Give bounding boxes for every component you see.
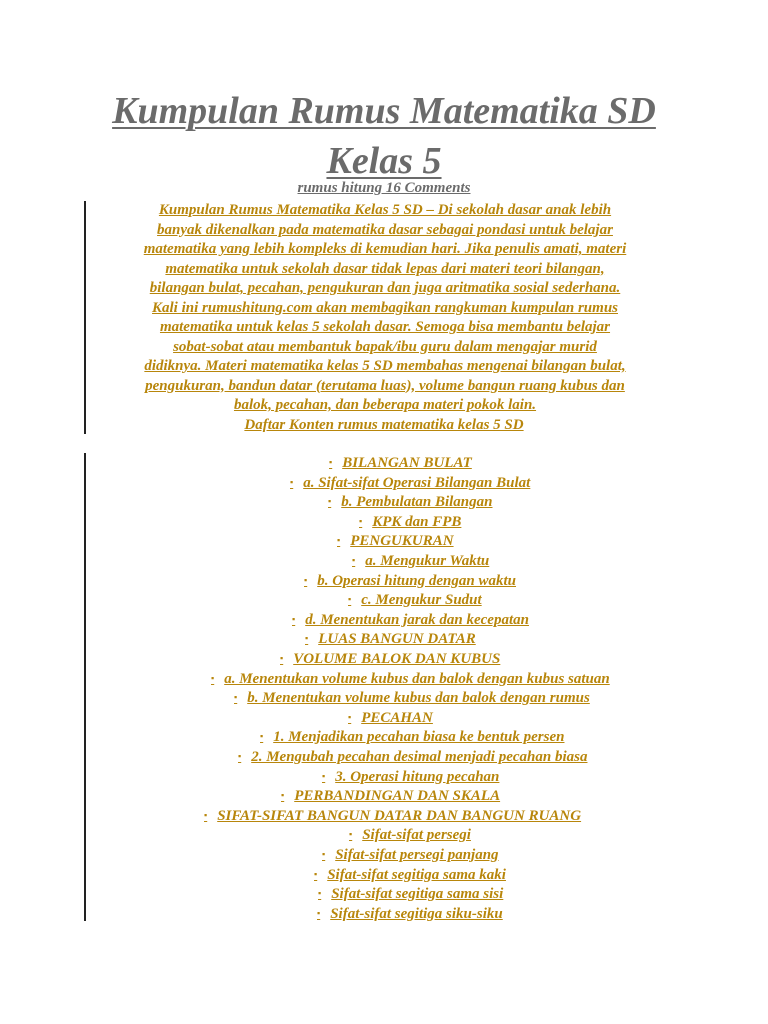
toc-item[interactable] — [318, 884, 503, 904]
bullet-icon: ▪ — [349, 829, 353, 840]
toc-item[interactable] — [359, 512, 461, 532]
intro-line[interactable]: bilangan bulat, pecahan, pengukuran dan juga aritmatika sosial sederhana. — [149, 280, 621, 296]
bullet-icon: ▪ — [348, 594, 352, 605]
bullet-icon: ▪ — [318, 888, 322, 899]
bullet-icon: ▪ — [322, 849, 326, 859]
bullet-icon: ▪ — [304, 574, 308, 585]
intro-line[interactable]: matematika untuk sekolah dasar tidak lepas dari materi teori bilangan, — [165, 260, 605, 277]
left-rule-intro — [84, 201, 86, 434]
toc-item[interactable] — [322, 767, 499, 787]
toc-item-label: BILANGAN BULAT — [342, 455, 472, 471]
toc-item-label: a. Mengukur Waktu — [365, 553, 490, 569]
bullet-icon: ▪ — [348, 711, 352, 722]
toc-item-label: PERBANDINGAN DAN SKALA — [294, 788, 501, 805]
toc-item-label: PENGUKURAN — [350, 533, 454, 550]
bullet-icon: ▪ — [238, 751, 242, 761]
intro-line[interactable]: banyak dikenalkan pada matematika dasar sebagai pondasi untuk belajar — [157, 221, 613, 238]
toc-item[interactable] — [290, 473, 530, 493]
intro-line[interactable]: matematika untuk kelas 5 sekolah dasar. Semoga bisa membantu belajar — [159, 319, 611, 335]
toc-item[interactable] — [260, 727, 564, 747]
toc-item-label: PECAHAN — [361, 709, 433, 726]
toc-item-label: b. Pembulatan Bilangan — [341, 494, 493, 511]
bullet-icon: ▪ — [305, 633, 309, 644]
toc-item-label: LUAS BANGUN DATAR — [318, 631, 476, 648]
post-meta[interactable]: rumus hitung 16 Comments — [297, 180, 471, 196]
toc-item-label: d. Menentukan jarak dan kecepatan — [305, 611, 529, 628]
toc-item-label: Sifat-sifat persegi panjang — [335, 847, 499, 863]
toc-item-label: c. Mengukur Sudut — [361, 592, 482, 609]
page-title: Kumpulan Rumus Matematika SD Kelas 5 — [112, 90, 656, 182]
bullet-icon: ▪ — [281, 790, 285, 801]
toc-item-label: Sifat-sifat persegi — [362, 827, 471, 844]
intro-line[interactable]: pengukuran, bandun datar (terutama luas), volume bangun ruang kubus dan — [145, 377, 625, 394]
intro-line[interactable]: balok, pecahan, dan beberapa materi pokok lain. — [233, 397, 537, 413]
intro-line[interactable]: didiknya. Materi matematika kelas 5 SD membahas mengenai bilangan bulat, — [144, 358, 626, 374]
toc-item-label: Sifat-sifat segitiga sama sisi — [331, 886, 504, 903]
bullet-icon: ▪ — [328, 496, 332, 507]
toc-item[interactable] — [204, 806, 581, 826]
intro-line[interactable]: matematika yang lebih kompleks di kemudian hari. Jika penulis amati, materi — [143, 241, 627, 257]
toc-item-label: a. Menentukan volume kubus dan balok dengan kubus satuan — [224, 670, 610, 687]
toc-item-label: VOLUME BALOK DAN KUBUS — [293, 651, 501, 667]
toc-item[interactable] — [317, 904, 503, 924]
toc-title[interactable]: Daftar Konten rumus matematika kelas 5 SD — [244, 417, 524, 433]
toc-item-label: Sifat-sifat segitiga siku-siku — [330, 905, 503, 922]
intro-line[interactable]: sobat-sobat atau membantuk bapak/ibu guru dalam mengajar murid — [173, 338, 597, 355]
intro-line[interactable]: Kali ini rumushitung.com akan membagikan rangkuman kumpulan rumus — [152, 299, 618, 316]
intro-paragraph[interactable] — [90, 201, 680, 416]
toc-item-label: 2. Mengubah pecahan desimal menjadi pecahan biasa — [251, 749, 588, 765]
bullet-icon: ▪ — [352, 555, 356, 565]
bullet-icon: ▪ — [359, 515, 363, 526]
bullet-icon: ▪ — [337, 535, 341, 546]
toc-item[interactable] — [337, 531, 454, 551]
toc-item-label: SIFAT-SIFAT BANGUN DATAR DAN BANGUN RUANG — [217, 807, 582, 824]
toc-item-label: a. Sifat-sifat Operasi Bilangan Bulat — [303, 474, 531, 491]
toc-item[interactable] — [329, 453, 472, 473]
toc-item[interactable] — [304, 571, 516, 591]
toc-item[interactable] — [322, 845, 499, 865]
toc-item[interactable] — [305, 629, 476, 649]
toc-item[interactable] — [280, 649, 500, 669]
bullet-icon: ▪ — [204, 809, 208, 820]
toc-item-label: b. Operasi hitung dengan waktu — [317, 572, 517, 589]
bullet-icon: ▪ — [280, 653, 284, 663]
bullet-icon: ▪ — [290, 476, 294, 487]
toc-item[interactable] — [348, 590, 482, 610]
toc-item[interactable] — [328, 492, 493, 512]
intro-line[interactable]: Kumpulan Rumus Matematika Kelas 5 SD – Di sekolah dasar anak lebih — [158, 202, 612, 218]
toc-item[interactable] — [292, 610, 529, 630]
toc-item-label: 3. Operasi hitung pecahan — [335, 768, 500, 785]
bullet-icon: ▪ — [329, 457, 333, 467]
bullet-icon: ▪ — [317, 907, 321, 918]
toc-item[interactable] — [349, 825, 471, 845]
toc-item-label: b. Menentukan volume kubus dan balok dengan rumus — [247, 690, 590, 707]
toc-item[interactable] — [352, 551, 489, 571]
toc-item[interactable] — [314, 865, 506, 885]
bullet-icon: ▪ — [314, 868, 318, 879]
toc-item-label: Sifat-sifat segitiga sama kaki — [327, 866, 506, 883]
toc-item[interactable] — [234, 688, 590, 708]
bullet-icon: ▪ — [292, 613, 296, 624]
bullet-icon: ▪ — [211, 672, 215, 683]
toc-item[interactable] — [348, 708, 433, 728]
toc-item[interactable] — [211, 669, 610, 689]
toc-item[interactable] — [281, 786, 500, 806]
left-rule-toc — [84, 453, 86, 921]
bullet-icon: ▪ — [260, 731, 264, 742]
bullet-icon: ▪ — [234, 692, 238, 703]
bullet-icon: ▪ — [322, 770, 326, 781]
toc-item[interactable] — [238, 747, 587, 767]
toc-item-label: KPK dan FPB — [372, 513, 462, 530]
toc-item-label: 1. Menjadikan pecahan biasa ke bentuk persen — [273, 729, 565, 746]
